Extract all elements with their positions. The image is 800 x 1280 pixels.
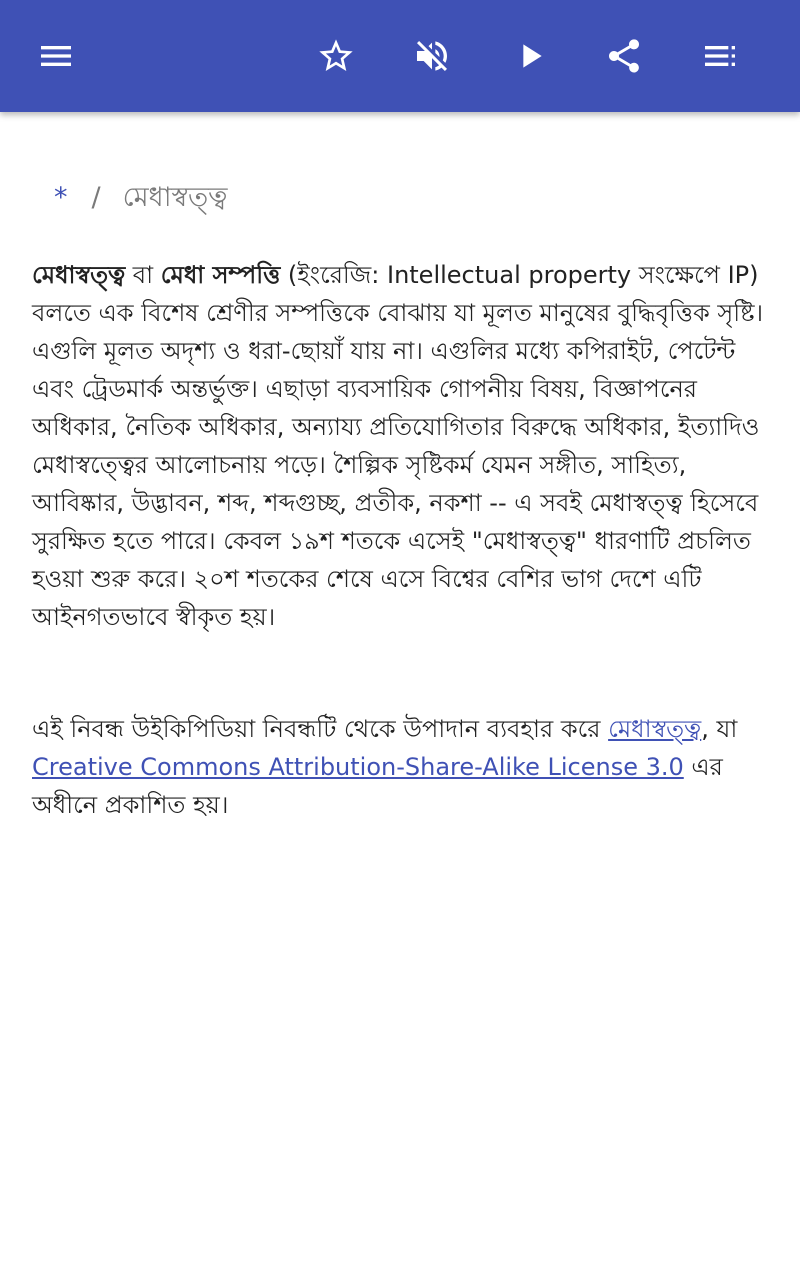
share-button[interactable] bbox=[592, 24, 656, 88]
bookmark-button[interactable] bbox=[304, 24, 368, 88]
playlist-button[interactable] bbox=[688, 24, 752, 88]
breadcrumb-current: মেধাস্বত্ত্ব bbox=[122, 182, 228, 213]
mute-button[interactable] bbox=[400, 24, 464, 88]
article-body: (ইংরেজি: Intellectual property সংক্ষেপে IP) বলতে এক বিশেষ শ্রেণীর সম্পত্তিকে বোঝায় যা মূলত মানুষের বুদ্ধিবৃত্তিক সৃষ্টি। এগুলি মূলত অদৃশ্য ও ধরা-ছোয়াঁ যায় না। এগুলির মধ্যে কপিরাইট, পেটেন্ট এবং ট্রেডমার্ক অন্তর্ভুক্ত। এছাড়া ব্যবসায়িক গোপনীয় বিষয়, বিজ্ঞাপনের অধিকার, নৈতিক অধিকার, অন্যায্য প্রতিযোগিতার বিরুদ্ধে অধিকার, ইত্যাদিও মেধাস্বত্ত্বের আলোচনায় পড়ে। শৈল্পিক সৃষ্টিকর্ম যেমন সঙ্গীত, সাহিত্য, আবিষ্কার, উদ্ভাবন, শব্দ, শব্দগুচ্ছ, প্রতীক, নকশা -- এ সবই মেধাস্বত্ত্ব হিসেবে সুরক্ষিত হতে পারে। কেবল ১৯শ শতকে এসেই "মেধাস্বত্ত্ব" ধারণাটি প্রচলিত হওয়া শুরু করে। ২০শ শতকের শেষে এসে বিশ্বের বেশির ভাগ দেশে এটি আইনগতভাবে স্বীকৃত হয়। bbox=[32, 261, 764, 631]
menu-icon bbox=[36, 36, 76, 76]
playlist-icon bbox=[700, 36, 740, 76]
attribution-suffix: এর অধীনে প্রকাশিত হয়। bbox=[32, 753, 723, 819]
article-content bbox=[32, 170, 772, 824]
menu-button[interactable] bbox=[24, 24, 88, 88]
breadcrumb-home-link[interactable]: * bbox=[54, 182, 68, 213]
article-paragraph bbox=[32, 256, 772, 636]
top-toolbar bbox=[0, 0, 800, 112]
play-button[interactable] bbox=[498, 24, 562, 88]
article-term-primary: মেধাস্বত্ত্ব bbox=[32, 261, 126, 289]
license-link[interactable]: Creative Commons Attribution-Share-Alike License 3.0 bbox=[32, 753, 684, 781]
article-term-secondary: মেধা সম্পত্তি bbox=[160, 261, 281, 289]
source-article-link[interactable]: মেধাস্বত্ত্ব bbox=[608, 715, 702, 743]
attribution-middle: , যা bbox=[701, 715, 738, 743]
breadcrumb-separator: / bbox=[91, 182, 101, 213]
breadcrumb bbox=[32, 170, 772, 226]
attribution-prefix: এই নিবন্ধ উইকিপিডিয়া নিবন্ধটি থেকে উপাদান ব্যবহার করে bbox=[32, 715, 609, 743]
share-icon bbox=[604, 36, 644, 76]
play-icon bbox=[510, 36, 550, 76]
article-connector: বা bbox=[125, 261, 161, 289]
attribution-paragraph bbox=[32, 710, 772, 824]
star-icon bbox=[316, 36, 356, 76]
volume-off-icon bbox=[412, 36, 452, 76]
